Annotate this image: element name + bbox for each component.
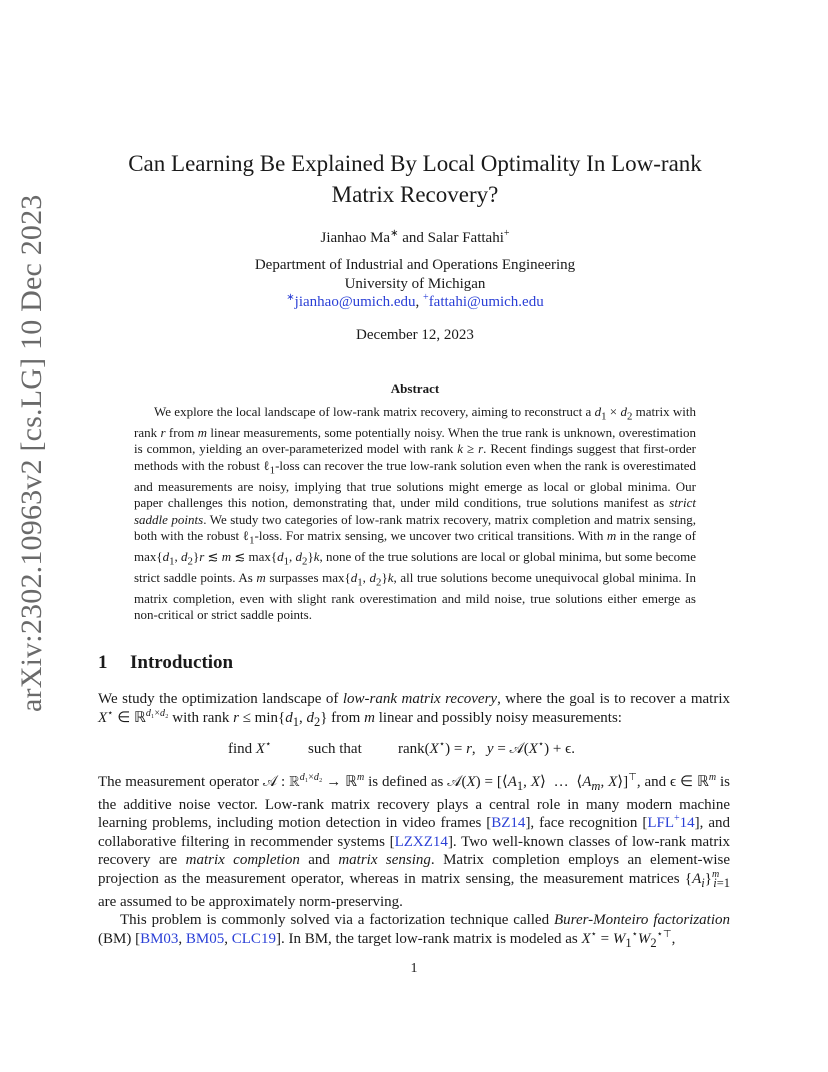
abstract-text: We explore the local landscape of low-rank matrix recovery, aiming to reconstruct a $d_1 \times d_2$ matrix with rank r from m linear measurements, some potentially noisy. When the true rank is unknown, overestimation is common, yielding an over-parameterized model with rank k ≥ r. Recent findings suggest that first-order methods with the robust ℓ$_1$-loss can recover the true low-rank solution even when the rank is overestimated and measurements are noisy, implying that true solutions might emerge as local or global minima. Our paper challenges this notion, demonstrating that, under mild conditions, true solutions manifest as strict saddle points. We study two categories of low-rank matrix recovery, matrix completion and matrix sensing, both with the robust ℓ$_1$-loss. For matrix sensing, we uncover two critical transitions. With m in the range of $\max\{d_1$, $d_2\}r$ ≲ m ≲ $\max\{d_1$, $d_2\}k$, none of the true solutions are local or global minima, but some become strict saddle points. As m surpasses $\max\{d_1$, $d_2\}k$, all true solutions become unequivocal global minima. In matrix completion, even with slight rank overestimation and mild noise, true solutions either emerge as non-critical or strict saddle points. bbox=[134, 404, 697, 623]
page-number: 1 bbox=[410, 961, 418, 976]
problem-equation: find X⋆ such that rank(X⋆) = r, y = 𝒜(X⋆) + ϵ. bbox=[228, 739, 575, 757]
paper-date: December 12, 2023 bbox=[356, 327, 474, 343]
abstract-heading: Abstract bbox=[390, 381, 440, 396]
email-link-fattahi[interactable]: fattahi@umich.edu bbox=[428, 294, 544, 310]
email-link-ma[interactable]: jianhao@umich.edu bbox=[294, 294, 416, 310]
citation-link-bz14[interactable]: BZ14 bbox=[491, 815, 526, 832]
section-heading-introduction: 1 Introduction bbox=[98, 652, 234, 673]
arxiv-identifier: arXiv:2302.10963v2 [cs.LG] 10 Dec 2023 bbox=[15, 194, 48, 712]
intro-paragraph-1: We study the optimization landscape of low-rank matrix recovery, where the goal is to recover a matrix X⋆ ∈ ℝ$^{d_1\times d_2}$ with rank $r \le \min\{d_1$, $d_2$} from m linear and possibly noisy measurements: bbox=[98, 691, 730, 729]
affiliation-university: University of Michigan bbox=[344, 276, 486, 292]
affiliation-department: Department of Industrial and Operations Engineering bbox=[254, 257, 576, 273]
citation-link-bm03[interactable]: BM03 bbox=[140, 930, 179, 947]
author-emails: ∗jianhao@umich.edu, +fattahi@umich.edu bbox=[286, 292, 544, 310]
paper-title: Can Learning Be Explained By Local Optimality In Low-rank Matrix Recovery? bbox=[128, 151, 702, 207]
citation-link-lfl14[interactable]: LFL+14 bbox=[647, 813, 695, 832]
citation-link-bm05[interactable]: BM05 bbox=[185, 930, 225, 947]
citation-link-lzxz14[interactable]: LZXZ14 bbox=[394, 833, 448, 850]
authors: Jianhao Ma∗ and Salar Fattahi+ bbox=[320, 228, 510, 246]
intro-paragraph-2: The measurement operator 𝒜 : ℝ$^{d_1\times d_2}$ → ℝ$^m$ is defined as 𝒜(X) = [$⟨A_1$, X⟩ … $⟨A_m$, X⟩]⊤, and ϵ ∈ ℝ$^m$ is the additive noise vector. Low-rank matrix recovery plays a central role in many modern machine learning problems, including motion detection in video frames [BZ14], face recognition [LFL+14], and collaborative filtering in recommender systems [LZXZ14]. Two well-known classes of low-rank matrix recovery are matrix completion and matrix sensing. Matrix completion employs an element-wise projection as the measurement operator, whereas in matrix sensing, the measurement matrices $\{A_i\}^m_{i=1}$ are assumed to be approximately norm-preserving. This problem is commonly solved via a factorization technique called Burer-Monteiro factorization (BM) [BM03, BM05, CLC19]. In BM, the target low-rank matrix is modeled as $X^⋆ = W_1^⋆W_2^{⋆⊤}$, bbox=[98, 772, 731, 950]
citation-link-clc19[interactable]: CLC19 bbox=[231, 930, 276, 947]
